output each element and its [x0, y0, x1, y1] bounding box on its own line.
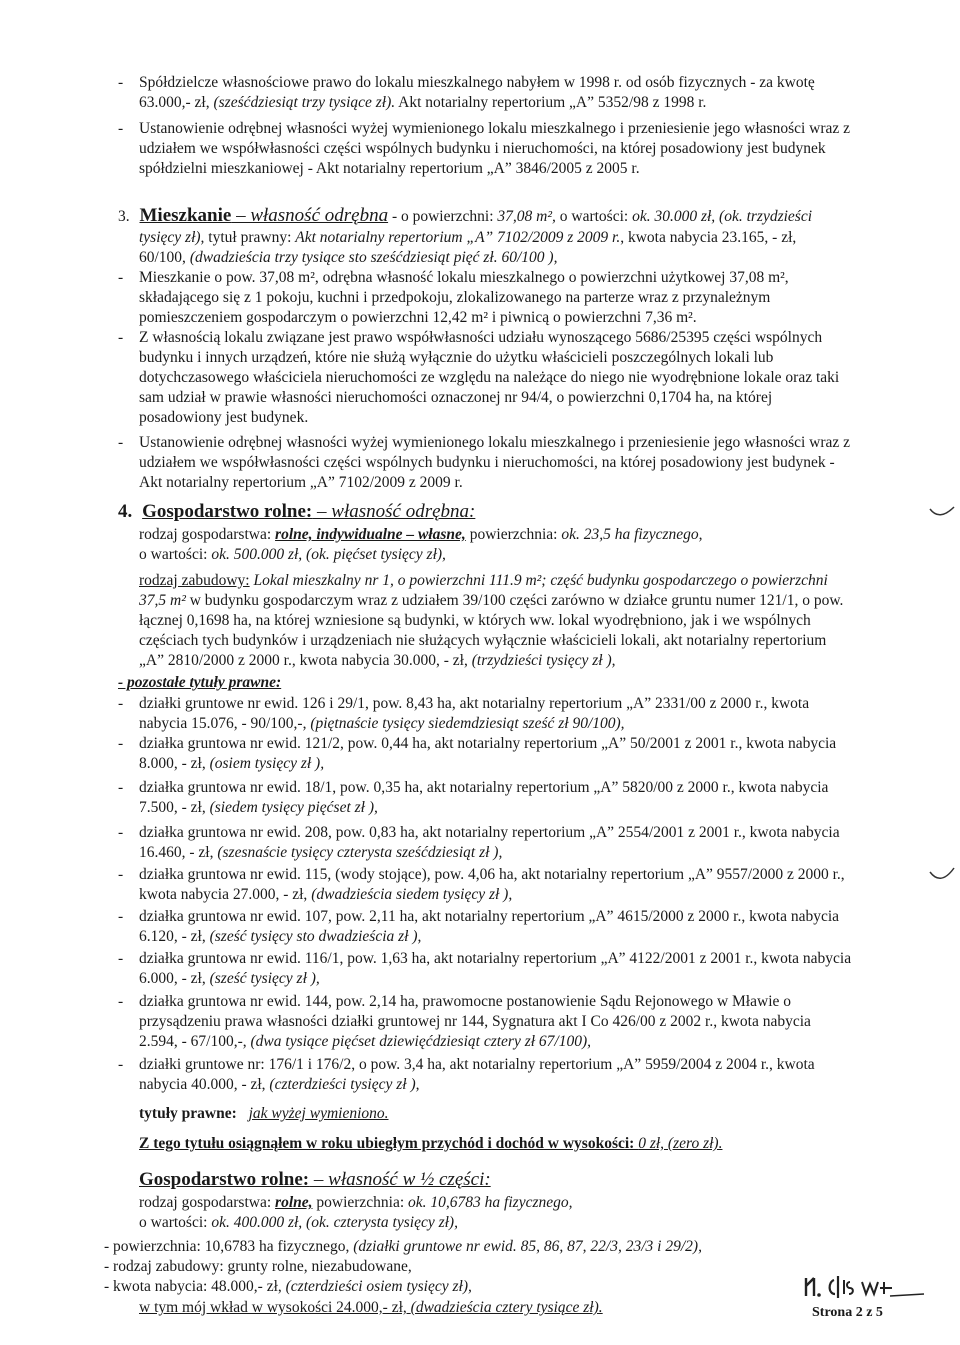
list-item-cont: 2.594, - 67/100,-, (dwa tysiące pięćset dziewięćdziesiąt cztery zł 67/100),	[139, 1033, 592, 1050]
paragraph-line: 60/100, (dwadzieścia trzy tysiące sto sześćdziesiąt pięć zł. 60/100 ),	[139, 249, 558, 266]
bullet-dash: -	[118, 695, 124, 712]
paragraph-line: pomieszczeniem gospodarczym o powierzchni 12,42 m² i piwnicą o powierzchni 7,36 m².	[139, 309, 697, 326]
list-item-cont: nabycia 15.076, - 90/100,-, (piętnaście tysięcy siedemdziesiąt sześć zł 90/100),	[139, 715, 625, 732]
paragraph-line: Mieszkanie o pow. 37,08 m², odrębna własność lokalu mieszkalnego o powierzchni użytkowej 37,08 m²,	[139, 269, 789, 286]
list-item: działka gruntowa nr ewid. 121/2, pow. 0,44 ha, akt notarialny repertorium „A” 50/2001 z 2001 r., kwota nabycia	[139, 735, 837, 752]
paragraph-line: w tym mój wkład w wysokości 24.000,- zł, (dwadzieścia cztery tysiące zł).	[139, 1299, 603, 1316]
list-item: działka gruntowa nr ewid. 107, pow. 2,11 ha, akt notarialny repertorium „A” 4615/2000 z 2000 r., kwota nabycia	[139, 908, 840, 925]
paragraph-line: - rodzaj zabudowy: grunty rolne, niezabudowane,	[104, 1258, 412, 1275]
bullet-dash: -	[118, 824, 124, 841]
paragraph-line: rodzaj gospodarstwa: rolne, indywidualne – własne, powierzchnia: ok. 23,5 ha fizycznego,	[139, 526, 703, 543]
paragraph-line: - kwota nabycia: 48.000,- zł, (czterdzieści osiem tysięcy zł),	[104, 1278, 472, 1295]
list-item: działka gruntowa nr ewid. 208, pow. 0,83 ha, akt notarialny repertorium „A” 2554/2001 z 2001 r., kwota nabycia	[139, 824, 840, 841]
list-item: działka gruntowa nr ewid. 144, pow. 2,14 ha, prawomocne postanowienie Sądu Rejonowego w Mławie o	[139, 993, 791, 1010]
section-5-heading: Gospodarstwo rolne: – własność w ½ części:	[139, 1169, 491, 1190]
list-item: działki gruntowe nr: 176/1 i 176/2, o pow. 3,4 ha, akt notarialny repertorium „A” 5959/2004 z 2004 r., kwota	[139, 1056, 815, 1073]
margin-check-mark	[928, 866, 956, 884]
paragraph-line: Akt notarialny repertorium „A” 7102/2009 z 2009 r.	[139, 474, 463, 491]
bullet-dash: -	[118, 866, 124, 883]
paragraph-line: spółdzielni mieszkaniowej - Akt notarialny repertorium „A” 3846/2005 z 2005 r.	[139, 160, 640, 177]
list-item-cont: 7.500, - zł, (siedem tysięcy pięćset zł ),	[139, 799, 378, 816]
paragraph-line: dotychczasowego właściciela nieruchomości ze względu na należące do niego nie wyodrębnione lokale oraz taki	[139, 369, 840, 386]
list-item-cont: 16.460, - zł, (szesnaście tysięcy czterysta sześćdziesiąt zł ),	[139, 844, 503, 861]
paragraph-line: rodzaj zabudowy: Lokal mieszkalny nr 1, o powierzchni 111.9 m²; część budynku gospodarczego o powierzchni	[139, 572, 828, 589]
bullet-dash: -	[118, 779, 124, 796]
section-3-heading: 3. Mieszkanie – własność odrębna - o powierzchni: 37,08 m², o wartości: ok. 30.000 zł, (ok. trzydzieści	[118, 205, 813, 226]
paragraph-line: posadowiony jest budynek.	[139, 409, 309, 426]
section-3-title: Mieszkanie	[139, 205, 232, 226]
paragraph-line: budynku i innych urządzeń, które nie służą wyłącznie do użytku właścicieli poszczególnych lokali lub	[139, 349, 774, 366]
paragraph-line: Ustanowienie odrębnej własności wyżej wymienionego lokalu mieszkalnego i przeniesienie jego własności wraz z	[139, 120, 851, 137]
bullet-dash: -	[118, 1056, 124, 1073]
bullet-dash: -	[118, 120, 124, 137]
bullet-dash: -	[118, 950, 124, 967]
paragraph-line: o wartości: ok. 400.000 zł, (ok. czterysta tysięcy zł),	[139, 1214, 458, 1231]
paragraph-line: Ustanowienie odrębnej własności wyżej wymienionego lokalu mieszkalnego i przeniesienie jego własności wraz z	[139, 434, 851, 451]
paragraph-line: tysięcy zł), tytuł prawny: Akt notarialny repertorium „A” 7102/2009 z 2009 r., kwota nabycia 23.165, - zł,	[139, 229, 797, 246]
section-4-title: Gospodarstwo rolne:	[142, 501, 313, 522]
legal-titles-line: tytuły prawne: jak wyżej wymieniono.	[139, 1105, 389, 1122]
list-item-cont: 6.000, - zł, (sześć tysięcy zł ),	[139, 970, 320, 987]
paragraph-line: „A” 2810/2000 z 2000 r., kwota nabycia 30.000, - zł, (trzydzieści tysięcy zł ),	[139, 652, 616, 669]
list-item-cont: 6.120, - zł, (sześć tysięcy sto dwadzieścia zł ),	[139, 928, 422, 945]
list-item: działka gruntowa nr ewid. 18/1, pow. 0,35 ha, akt notarialny repertorium „A” 5820/00 z 2000 r., kwota nabycia	[139, 779, 829, 796]
paragraph-line: składającego się z 1 pokoju, kuchni i przedpokoju, zlokalizowanego na parterze wraz z przynależnym	[139, 289, 771, 306]
paragraph-line: udziałem we współwłasności części wspólnych budynku i nieruchomości, na której posadowiony jest budynek -	[139, 454, 835, 471]
paragraph-line: 63.000,- zł, (sześćdziesiąt trzy tysiące zł). Akt notarialny repertorium „A” 5352/98 z 1998 r.	[139, 94, 707, 111]
bullet-dash: -	[118, 434, 124, 451]
bullet-dash: -	[118, 993, 124, 1010]
bullet-dash: -	[118, 329, 124, 346]
list-item: działki gruntowe nr ewid. 126 i 29/1, pow. 8,43 ha, akt notarialny repertorium „A” 2331/00 z 2000 r., kwota	[139, 695, 810, 712]
paragraph-line: 37,5 m² w budynku gospodarczym wraz z udziałem 39/100 części zarówno w działce gruntu numer 121/1, o pow.	[139, 592, 844, 609]
paragraph-line: - powierzchnia: 10,6783 ha fizycznego, (działki gruntowe nr ewid. 85, 86, 87, 22/3, 23/3 i 29/2),	[104, 1238, 702, 1255]
paragraph-line: łącznej 0,1698 ha, na której wzniesione są budynki, w których ww. lokal wyodrębniono, jak i we wspólnych	[139, 612, 811, 629]
list-item: działka gruntowa nr ewid. 115, (wody stojące), pow. 4,06 ha, akt notarialny repertorium „A” 9557/2000 z 2000 r.,	[139, 866, 845, 883]
bullet-dash: -	[118, 735, 124, 752]
bullet-dash: -	[118, 269, 124, 286]
other-titles-heading: - pozostałe tytuły prawne:	[118, 674, 282, 691]
paragraph-line: częściach tych budynków i urządzeniach nie służących wyłącznie właścicieli lokali, akt notarialny repertorium	[139, 632, 827, 649]
paragraph-line: udziałem we współwłasności części wspólnych budynku i nieruchomości, na której posadowiony jest budynek	[139, 140, 826, 157]
margin-check-mark	[928, 505, 956, 519]
section-5-title: Gospodarstwo rolne:	[139, 1169, 310, 1190]
bullet-dash: -	[118, 908, 124, 925]
paragraph-line: o wartości: ok. 500.000 zł, (ok. pięćset tysięcy zł),	[139, 546, 446, 563]
section-4-heading: 4. Gospodarstwo rolne: – własność odrębna:	[118, 501, 476, 522]
page-number: Strona 2 z 5	[812, 1305, 883, 1320]
bullet-dash: -	[118, 74, 124, 91]
paragraph-line: Spółdzielcze własnościowe prawo do lokalu mieszkalnego nabyłem w 1998 r. od osób fizycznych - za kwotę	[139, 74, 815, 91]
handwritten-signature	[800, 1268, 930, 1302]
list-item-cont: nabycia 40.000, - zł, (czterdzieści tysięcy zł ),	[139, 1076, 420, 1093]
paragraph-line: sam udział w prawie własności nieruchomości oznaczonej nr 94/4, o powierzchni 0,1704 ha, na której	[139, 389, 773, 406]
list-item: działka gruntowa nr ewid. 116/1, pow. 1,63 ha, akt notarialny repertorium „A” 4122/2001 z 2001 r., kwota nabycia	[139, 950, 852, 967]
list-item-cont: kwota nabycia 27.000, - zł, (dwadzieścia siedem tysięcy zł ),	[139, 886, 513, 903]
paragraph-line: Z własnością lokalu związane jest prawo współwłasności udziału wynoszącego 5686/25395 części wspólnych	[139, 329, 823, 346]
list-item-cont: 8.000, - zł, (osiem tysięcy zł ),	[139, 755, 325, 772]
paragraph-line: rodzaj gospodarstwa: rolne, powierzchnia: ok. 10,6783 ha fizycznego,	[139, 1194, 573, 1211]
list-item-cont: przysądzeniu prawa własności działki gruntowej nr 144, Sygnatura akt I Co 426/00 z 2002 r., kwota nabycia	[139, 1013, 811, 1030]
income-line: Z tego tytułu osiągnąłem w roku ubiegłym przychód i dochód w wysokości: 0 zł, (zero zł).	[139, 1135, 723, 1152]
